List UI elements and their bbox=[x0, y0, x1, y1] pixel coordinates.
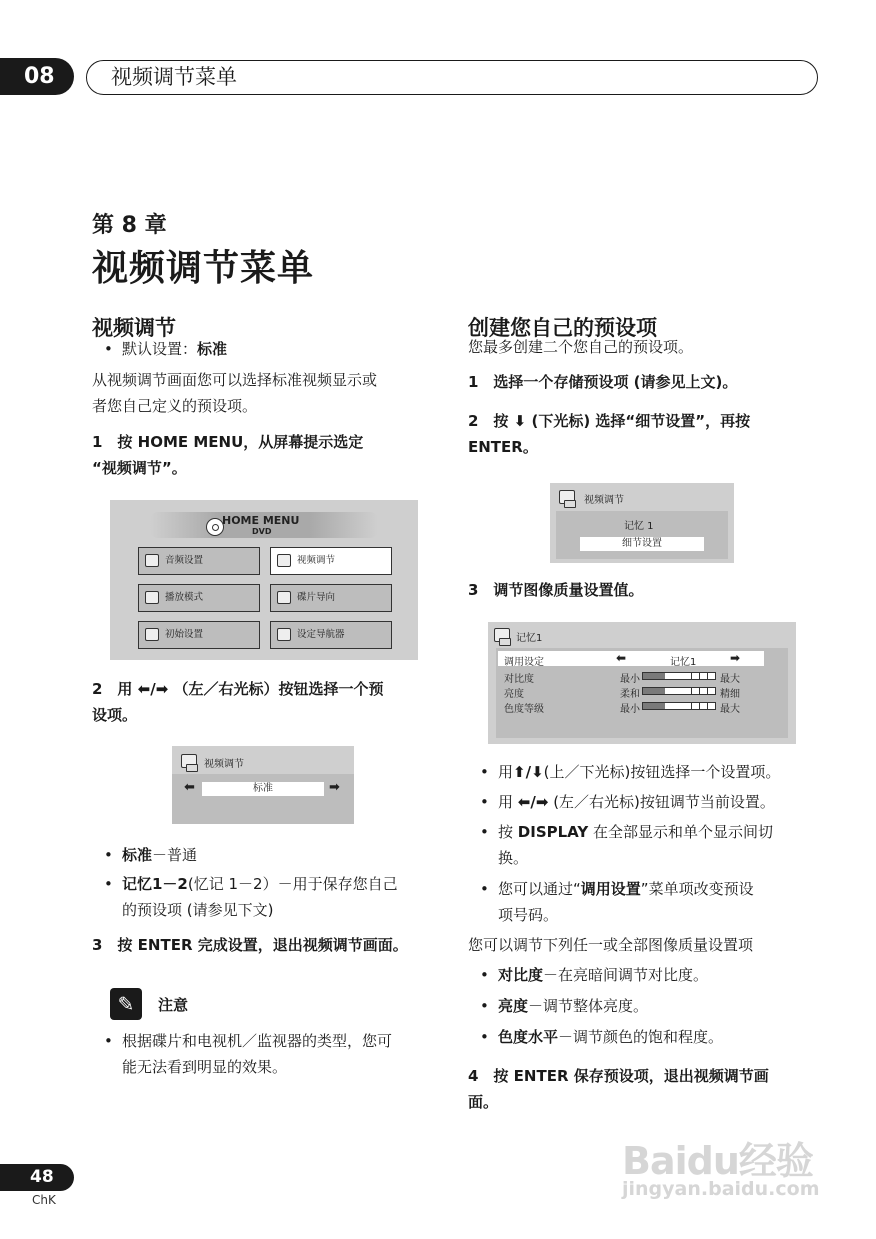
home-menu-title: HOME MENU bbox=[222, 514, 300, 527]
setting-min: 最小 bbox=[620, 704, 640, 715]
bullet-rest: －在亮暗间调节对比度。 bbox=[543, 966, 709, 984]
home-button-disc-navigator[interactable] bbox=[270, 584, 392, 612]
step-2-rest: （左／右光标）按钮选择一个预 bbox=[173, 680, 384, 698]
home-button-label: 音频设置 bbox=[165, 555, 204, 566]
bullet-line bbox=[498, 819, 828, 845]
slider-tick bbox=[691, 702, 692, 710]
step-2-line: ENTER。 bbox=[468, 438, 538, 456]
slider-fill bbox=[643, 673, 665, 679]
step-1-line: “视频调节”。 bbox=[92, 459, 187, 477]
bullet-standard bbox=[92, 842, 452, 868]
slider-tick bbox=[691, 687, 692, 695]
slider-fill bbox=[643, 688, 665, 694]
step-4-line: 4 按 ENTER 保存预设项，退出视频调节画 bbox=[468, 1067, 769, 1085]
home-button-label: 碟片导向 bbox=[297, 592, 336, 603]
bullet-line bbox=[498, 876, 828, 902]
preset-select-screen bbox=[172, 746, 354, 824]
intro-line: 者您自己定义的预设项。 bbox=[92, 397, 258, 415]
picture-settings-screen bbox=[488, 622, 796, 744]
bullet-line: 的预设项 (请参见下文) bbox=[122, 901, 274, 919]
screen-title: 视频调节 bbox=[204, 759, 244, 770]
bullet-rest: 在全部显示和单个显示间切 bbox=[593, 823, 774, 841]
step-2-prefix: 2 用 bbox=[92, 680, 133, 698]
baidu-watermark: Baidu经验 bbox=[622, 1139, 813, 1183]
step-2-line bbox=[92, 676, 452, 702]
bullet-bold: 亮度 bbox=[498, 997, 529, 1015]
right-intro: 您最多创建二个您自己的预设项。 bbox=[468, 338, 694, 356]
bullet-rest: －调节整体亮度。 bbox=[528, 997, 649, 1015]
disc-navigator-icon bbox=[277, 591, 291, 604]
bullet-prefix: 您可以通过“ bbox=[498, 880, 581, 898]
section-title-video-adjust: 视频调节 bbox=[92, 316, 176, 340]
home-button-video-adjust[interactable] bbox=[270, 547, 392, 575]
baidu-watermark-url: jingyan.baidu.com bbox=[622, 1178, 820, 1200]
slider-tick bbox=[699, 672, 700, 680]
item-brightness bbox=[468, 993, 828, 1019]
home-menu-screen bbox=[110, 500, 418, 660]
up-down-arrow-icon: ⬆/⬇ bbox=[513, 763, 544, 781]
note-label: 注意 bbox=[158, 996, 189, 1014]
home-button-label: 设定导航器 bbox=[297, 629, 345, 640]
default-value: 标准 bbox=[197, 340, 228, 358]
right-step-4 bbox=[468, 1063, 828, 1115]
bullet-line: 项号码。 bbox=[498, 906, 559, 924]
bullet-bold: 标准 bbox=[122, 846, 153, 864]
slider-tick bbox=[691, 672, 692, 680]
list-intro: 您可以调节下列任一或全部图像质量设置项 bbox=[468, 936, 754, 954]
bullet-bold: DISPLAY bbox=[517, 823, 589, 841]
step-2-line bbox=[468, 408, 828, 434]
recall-setting-value: 记忆1 bbox=[670, 657, 697, 668]
page-number: 48 bbox=[0, 1164, 74, 1191]
bullet-line: 换。 bbox=[498, 849, 529, 867]
bullet-memory bbox=[92, 871, 452, 923]
slider-tick bbox=[707, 672, 708, 680]
intro-paragraph bbox=[92, 367, 452, 419]
contrast-slider[interactable] bbox=[642, 672, 716, 680]
setting-min: 最小 bbox=[620, 674, 640, 685]
page-language-code: ChK bbox=[32, 1193, 56, 1207]
right-step-3: 3 调节图像质量设置值。 bbox=[468, 581, 644, 599]
home-button-audio[interactable] bbox=[138, 547, 260, 575]
step-2 bbox=[92, 676, 452, 728]
bullet-rest: －调节颜色的饱和程度。 bbox=[558, 1028, 724, 1046]
setting-label-brightness: 亮度 bbox=[504, 689, 524, 700]
default-label: 默认设置： bbox=[122, 340, 198, 358]
bullet-rest: (忆记 1－2）－用于保存您自己 bbox=[187, 875, 398, 893]
step-2-line: 设项。 bbox=[92, 706, 138, 724]
chapter-tab: 08 bbox=[0, 58, 74, 95]
brightness-slider[interactable] bbox=[642, 687, 716, 695]
bullet-bold: 色度水平 bbox=[498, 1028, 559, 1046]
home-button-label: 播放模式 bbox=[165, 592, 204, 603]
step-2-prefix: 2 按 bbox=[468, 412, 509, 430]
home-button-setup-navigator[interactable] bbox=[270, 621, 392, 649]
chapter-number: 第 8 章 bbox=[92, 213, 167, 238]
item-chroma bbox=[468, 1024, 828, 1050]
home-menu-subtitle: DVD bbox=[252, 527, 272, 536]
home-button-label: 视频调节 bbox=[297, 555, 336, 566]
slider-tick bbox=[707, 687, 708, 695]
memory-label: 记忆 1 bbox=[624, 521, 654, 532]
screen-title: 视频调节 bbox=[584, 495, 624, 506]
right-bullet-updown bbox=[468, 759, 828, 785]
arrow-down-icon: ⬇ bbox=[513, 412, 527, 430]
step-2-rest: (下光标) 选择“细节设置”，再按 bbox=[531, 412, 751, 430]
step-3: 3 按 ENTER 完成设置，退出视频调节画面。 bbox=[92, 936, 408, 954]
setting-label-contrast: 对比度 bbox=[504, 674, 534, 685]
home-button-play-mode[interactable] bbox=[138, 584, 260, 612]
arrow-right-icon[interactable]: ➡ bbox=[730, 651, 741, 665]
note-bullet bbox=[92, 1028, 452, 1080]
slider-fill bbox=[643, 703, 665, 709]
setting-label-chroma: 色度等级 bbox=[504, 704, 544, 715]
setting-min: 柔和 bbox=[620, 689, 640, 700]
slider-tick bbox=[699, 687, 700, 695]
setting-max: 精细 bbox=[720, 689, 740, 700]
bullet-bold: 记忆1－2 bbox=[122, 875, 188, 893]
setting-max: 最大 bbox=[720, 674, 740, 685]
bullet-rest: (左／右光标)按钮调节当前设置。 bbox=[553, 793, 775, 811]
monitor-icon bbox=[181, 754, 197, 768]
screen-title: 记忆1 bbox=[516, 633, 543, 644]
bullet-prefix: 按 bbox=[498, 823, 514, 841]
arrow-left-icon[interactable]: ⬅ bbox=[616, 651, 627, 665]
navigator-icon bbox=[277, 628, 291, 641]
intro-line: 从视频调节画面您可以选择标准视频显示或 bbox=[92, 371, 378, 389]
chroma-slider[interactable] bbox=[642, 702, 716, 710]
settings-icon bbox=[145, 628, 159, 641]
memory-detail-screen bbox=[550, 483, 734, 563]
setting-max: 最大 bbox=[720, 704, 740, 715]
detail-settings-item[interactable]: 细节设置 bbox=[580, 537, 704, 551]
step-1 bbox=[92, 429, 452, 481]
arrow-left-icon[interactable]: ⬅ bbox=[184, 780, 195, 795]
step-4-line: 面。 bbox=[468, 1093, 499, 1111]
monitor-icon bbox=[277, 554, 291, 567]
bullet-prefix: 用 bbox=[498, 763, 514, 781]
recall-setting-label: 调用设定 bbox=[504, 657, 544, 668]
note-line: 能无法看到明显的效果。 bbox=[122, 1058, 288, 1076]
play-mode-icon bbox=[145, 591, 159, 604]
bullet-prefix: 用 bbox=[498, 793, 514, 811]
right-step-2 bbox=[468, 408, 828, 460]
monitor-icon bbox=[559, 490, 575, 504]
right-step-1: 1 选择一个存储预设项 (请参见上文)。 bbox=[468, 373, 738, 391]
item-contrast bbox=[468, 962, 828, 988]
speaker-icon bbox=[145, 554, 159, 567]
bullet-rest: (上／下光标)按钮选择一个设置项。 bbox=[543, 763, 781, 781]
section-title-create-preset: 创建您自己的预设项 bbox=[468, 316, 657, 340]
note-line: • 根据碟片和电视机／监视器的类型，您可 bbox=[122, 1032, 393, 1050]
bullet-bold: 调用设置 bbox=[580, 880, 641, 898]
preset-value-field[interactable]: 标准 bbox=[202, 782, 324, 796]
left-right-arrow-icon: ⬅/➡ bbox=[517, 793, 549, 811]
pencil-note-icon: ✎ bbox=[110, 988, 142, 1020]
arrow-right-icon[interactable]: ➡ bbox=[329, 780, 340, 795]
left-right-arrow-icon: ⬅/➡ bbox=[137, 680, 169, 698]
bullet-rest: －普通 bbox=[152, 846, 198, 864]
slider-tick bbox=[707, 702, 708, 710]
bullet-bold: 对比度 bbox=[498, 966, 544, 984]
chapter-header-title: 视频调节菜单 bbox=[86, 60, 818, 95]
home-button-label: 初始设置 bbox=[165, 629, 204, 640]
slider-tick bbox=[715, 687, 716, 695]
right-bullet-display bbox=[468, 819, 828, 871]
home-button-initial-settings[interactable] bbox=[138, 621, 260, 649]
monitor-icon bbox=[494, 628, 510, 642]
slider-tick bbox=[715, 672, 716, 680]
slider-tick bbox=[715, 702, 716, 710]
right-bullet-recall bbox=[468, 876, 828, 928]
bullet-rest: ”菜单项改变预设 bbox=[640, 880, 754, 898]
step-1-line: 1 按 HOME MENU，从屏幕提示选定 bbox=[92, 433, 364, 451]
bullet-line bbox=[122, 871, 452, 897]
slider-tick bbox=[699, 702, 700, 710]
chapter-title: 视频调节菜单 bbox=[92, 248, 315, 289]
default-setting bbox=[92, 336, 227, 362]
right-bullet-leftright bbox=[468, 789, 828, 815]
